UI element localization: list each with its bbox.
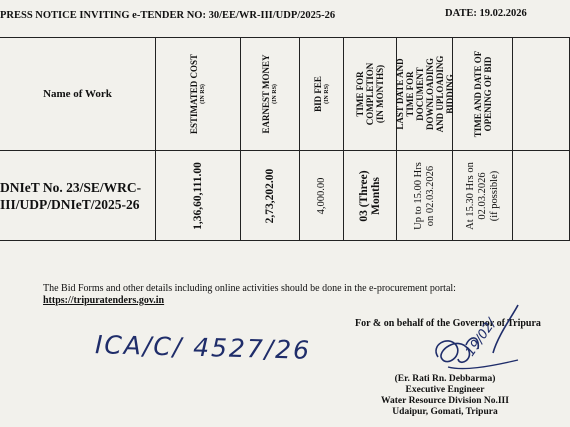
cell-last-date: Up to 15.00 Hrs on 02.03.2026 bbox=[397, 151, 453, 241]
notice-title: PRESS NOTICE INVITING e-TENDER NO: 30/EE/WR-III/UDP/2025-26 bbox=[0, 10, 336, 21]
table-header-row bbox=[0, 38, 570, 151]
signatory-division: Water Resource Division No.III bbox=[381, 396, 509, 406]
header-bid-fee: BID FEE (IN RS) bbox=[300, 38, 344, 151]
cell-opening: At 15.30 Hrs on 02.03.2026 (if possible) bbox=[453, 151, 513, 241]
cell-name-of-work: DNIeT No. 23/SE/WRC- III/UDP/DNIeT/2025-26 bbox=[0, 151, 156, 241]
header-opening: TIME AND DATE OF OPENING OF BID bbox=[453, 38, 513, 151]
table-row bbox=[0, 151, 570, 241]
cell-bid-fee: 4,000.00 bbox=[300, 151, 344, 241]
cell-extra bbox=[513, 151, 570, 241]
notice-date: DATE: 19.02.2026 bbox=[445, 8, 527, 19]
signature-mark bbox=[408, 305, 528, 380]
header-name-of-work: Name of Work bbox=[0, 38, 156, 151]
header-time-completion: TIME FOR COMPLETION (IN MONTHS) bbox=[344, 38, 397, 151]
cell-earnest-money: 2,73,202.00 bbox=[241, 151, 300, 241]
cell-estimated-cost: 1,36,60,111.00 bbox=[156, 151, 241, 241]
portal-note: The Bid Forms and other details including online activities should be done in the e-procurement portal: bbox=[43, 283, 456, 294]
portal-link[interactable]: https://tripuratenders.gov.in bbox=[43, 295, 165, 306]
header-last-date: LAST DATE AND TIME FOR DOCUMENT DOWNLOADING AND UPLOADING BIDDING bbox=[397, 38, 453, 151]
header-estimated-cost: ESTIMATED COST (IN RS) bbox=[156, 38, 241, 151]
signatory-designation: Executive Engineer bbox=[405, 385, 485, 395]
signature-date: 19/02/ bbox=[462, 316, 500, 360]
header-extra bbox=[513, 38, 570, 151]
on-behalf-line: For & on behalf of the Governor of Tripura bbox=[355, 318, 541, 329]
signatory-block bbox=[360, 374, 530, 418]
cell-time-completion: 03 (Three) Months bbox=[344, 151, 397, 241]
signatory-location: Udaipur, Gomati, Tripura bbox=[392, 407, 498, 417]
handwritten-reference: ICA/C/ 4527/26 bbox=[94, 330, 312, 365]
signatory-name: (Er. Rati Rn. Debbarma) bbox=[394, 374, 496, 384]
tender-table bbox=[0, 37, 570, 241]
header-earnest-money: EARNEST MONEY (IN RS) bbox=[241, 38, 300, 151]
